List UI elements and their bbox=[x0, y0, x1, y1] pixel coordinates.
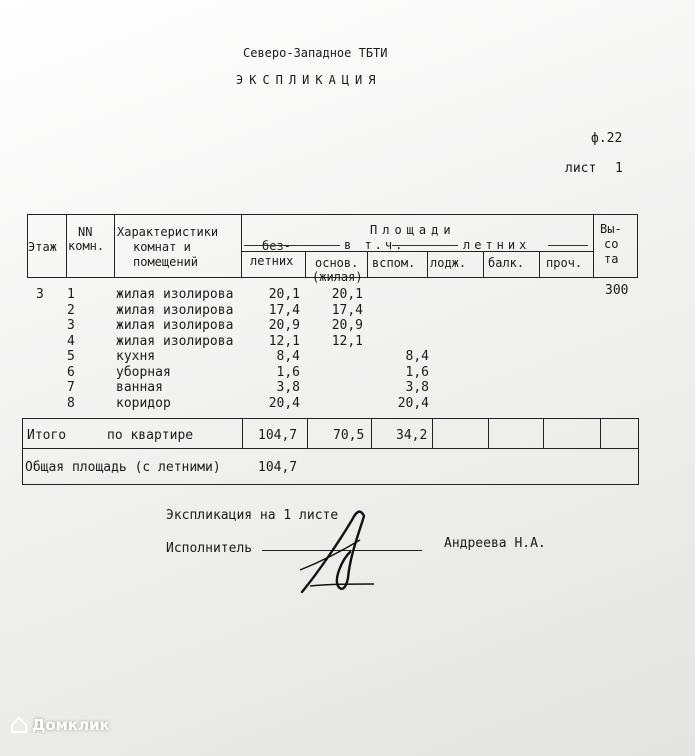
table-row bbox=[0, 334, 695, 349]
room-name: кухня bbox=[116, 349, 156, 364]
header-floor: Этаж bbox=[28, 240, 57, 254]
room-name: жилая изолирова bbox=[116, 318, 234, 333]
area-total: 17,4 bbox=[268, 302, 300, 318]
form-number: ф.22 bbox=[591, 131, 623, 146]
header-total-2: летних bbox=[250, 254, 294, 268]
area-total: 1,6 bbox=[276, 364, 300, 380]
header-total-1: без- bbox=[262, 239, 291, 253]
area-aux: 8,4 bbox=[405, 349, 429, 364]
room-number: 8 bbox=[67, 395, 75, 411]
table-row bbox=[0, 349, 695, 364]
table-row bbox=[0, 396, 695, 411]
table-row bbox=[0, 380, 695, 395]
room-name: коридор bbox=[116, 395, 171, 411]
header-loggia: лодж. bbox=[430, 256, 467, 270]
area-total: 12,1 bbox=[268, 333, 300, 349]
area-main: 17,4 bbox=[331, 302, 363, 318]
table-row bbox=[0, 303, 695, 318]
header-height-2: со bbox=[604, 237, 619, 251]
gross-area-label: Общая площадь (с летними) bbox=[25, 460, 221, 475]
area-total: 20,9 bbox=[268, 318, 300, 333]
header-dash-line bbox=[244, 245, 340, 246]
header-nn: NN bbox=[78, 225, 93, 239]
header-characteristics: Характеристики bbox=[117, 225, 219, 239]
totals-label: Итого bbox=[27, 428, 67, 443]
watermark-text: Домклик bbox=[32, 716, 110, 734]
header-including: в т.ч. bbox=[344, 238, 406, 252]
house-logo-icon bbox=[10, 716, 28, 734]
room-number: 5 bbox=[67, 349, 75, 364]
header-areas: Площади bbox=[370, 223, 456, 237]
header-characteristics-3: помещений bbox=[133, 255, 199, 269]
header-main-living: (жилая) bbox=[312, 270, 363, 284]
room-name: уборная bbox=[116, 364, 171, 380]
sheet-number: 1 bbox=[615, 161, 623, 176]
organization-name: Северо-Западное ТБТИ bbox=[243, 46, 388, 60]
header-characteristics-2: комнат и bbox=[133, 240, 191, 254]
area-total: 20,4 bbox=[268, 395, 300, 411]
room-name: жилая изолирова bbox=[116, 302, 234, 318]
totals-label-2: по квартире bbox=[107, 428, 194, 443]
gross-area-value: 104,7 bbox=[258, 460, 298, 475]
header-summer: летних bbox=[463, 238, 531, 252]
area-main: 20,9 bbox=[331, 318, 363, 333]
room-number: 4 bbox=[67, 333, 75, 349]
area-main: 12,1 bbox=[331, 333, 363, 349]
room-number: 1 bbox=[67, 287, 75, 302]
totals-main: 70,5 bbox=[333, 428, 365, 443]
executor-name: Андреева Н.А. bbox=[444, 536, 546, 551]
table-row bbox=[0, 318, 695, 333]
executor-label: Исполнитель bbox=[166, 541, 253, 556]
room-name: ванная bbox=[116, 380, 163, 395]
header-dash-line bbox=[392, 245, 458, 246]
watermark bbox=[10, 716, 110, 734]
room-name: жилая изолирова bbox=[116, 287, 234, 302]
table-row bbox=[0, 287, 695, 302]
header-height-3: та bbox=[604, 252, 619, 266]
room-number: 2 bbox=[67, 302, 75, 318]
totals-total: 104,7 bbox=[258, 428, 298, 443]
area-main: 20,1 bbox=[331, 287, 363, 302]
sheets-note: Экспликация на 1 листе bbox=[166, 508, 339, 523]
room-number: 6 bbox=[67, 364, 75, 380]
header-height-1: Вы- bbox=[600, 222, 622, 236]
table-row bbox=[0, 365, 695, 380]
header-dash-line bbox=[548, 245, 588, 246]
signature bbox=[290, 500, 380, 600]
header-balcony: балк. bbox=[488, 256, 525, 270]
area-total: 3,8 bbox=[276, 380, 300, 395]
area-aux: 20,4 bbox=[397, 395, 429, 411]
room-number: 7 bbox=[67, 380, 75, 395]
document-title: ЭКСПЛИКАЦИЯ bbox=[236, 73, 382, 87]
header-room-num: комн. bbox=[68, 239, 105, 253]
area-total: 8,4 bbox=[276, 349, 300, 364]
header-main: основ. bbox=[315, 256, 359, 270]
header-other: проч. bbox=[546, 256, 583, 270]
sheet-label: лист bbox=[565, 161, 597, 176]
area-total: 20,1 bbox=[268, 287, 300, 302]
room-number: 3 bbox=[67, 318, 75, 333]
floor-value: 3 bbox=[36, 287, 44, 302]
area-aux: 1,6 bbox=[405, 364, 429, 380]
totals-aux: 34,2 bbox=[396, 428, 428, 443]
area-aux: 3,8 bbox=[405, 380, 429, 395]
height-value: 300 bbox=[605, 283, 629, 298]
header-aux: вспом. bbox=[372, 256, 416, 270]
room-name: жилая изолирова bbox=[116, 333, 234, 349]
